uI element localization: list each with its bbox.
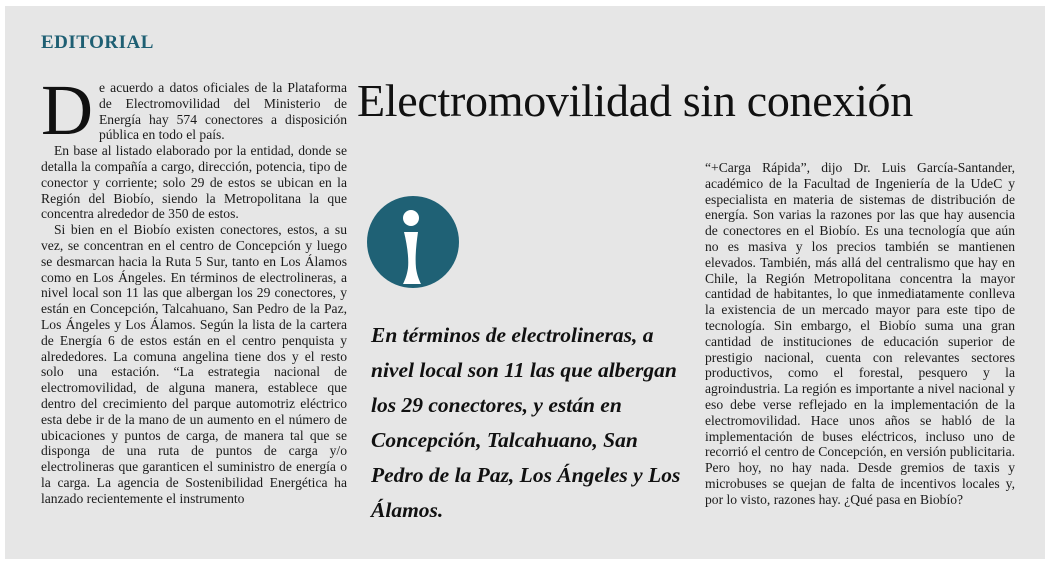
left-paragraph-3: Si bien en el Biobío existen conectores, estos, a su vez, se concentran en el centro de Concepción y luego se desmarcan hacia la Ruta 5 Sur, tanto en Los Álamos como en Los Ángeles. En términos de electrolineras, a nivel local son 11 las que albergan los 29 conectores, y están en Concepción, Talcahuano, San Pedro de la Paz, Los Ángeles y Los Álamos. Según la lista de la cartera de Energía 6 de estos están en el centro penquista y alrededores. La comuna angelina tiene dos y el resto solo una estación. “La estrategia nacional de electromovilidad, de alguna manera, establece que dentro del crecimiento del parque automotriz eléctrico esta debe ir de la mano de un aumento en el número de ubicaciones y puntos de carga, de manera tal que se disponga de una ruta de puntos de carga y/o electrolineras que garanticen el suministro de energía o la carga. La agencia de Sostenibilidad Energética ha lanzado recientemente el instrumento xyxy=(41,222,347,506)
pull-quote: En términos de electrolineras, a nivel local son 11 las que albergan los 29 conectores, y están en Concepción, Talcahuano, San Pedro de la Paz, Los Ángeles y Los Álamos. xyxy=(371,323,681,522)
right-column xyxy=(705,160,1015,508)
left-paragraph-2: En base al listado elaborado por la entidad, donde se detalla la compañía a cargo, dirección, potencia, tipo de conector y corriente; solo 29 de estos se ubican en la Región del Biobío, siendo la Metropolitana la que concentra alrededor de 350 de estos. xyxy=(41,143,347,222)
right-paragraph-1: “+Carga Rápida”, dijo Dr. Luis García-Santander, académico de la Facultad de Ingeniería de la UdeC y especialista en materia de sistemas de distribución de energía. Son varias la razones por las que hay ausencia de conectores en el Biobío. Es una tecnología que aún no es masiva y los precios también se mantienen elevados. También, más allá del centralismo que hay en Chile, la Región Metropolitana concentra la mayor cantidad de habitantes, lo que inmediatamente conlleva la existencia de un mercado mayor para este tipo de tecnología. Sin embargo, el Biobío suma una gran cantidad de instituciones de educación superior de prestigio nacional, cuenta con relevantes sectores productivos, como el forestal, pesquero y la agroindustria. La región es importante a nivel nacional y eso debe verse reflejado en la implementación de la electromovilidad. Hace unos años se habló de la implementación de buses eléctricos, incluso uno de recorrió el centro de Concepción, en versión publicitaria. Pero hoy, no hay nada. Desde gremios de taxis y microbuses se quejan de falta de incentivos locales y, por lo visto, razones hay. ¿Qué pasa en Biobío? xyxy=(705,160,1015,507)
editorial-page xyxy=(5,6,1045,559)
headline: Electromovilidad sin conexión xyxy=(357,75,913,126)
section-label: EDITORIAL xyxy=(41,32,154,53)
drop-cap: D xyxy=(41,70,93,150)
left-paragraph-1-text: e acuerdo a datos oficiales de la Plataforma de Electromovilidad del Ministerio de Energía hay 574 conectores a disposición pública en todo el país. xyxy=(99,80,347,143)
info-icon xyxy=(367,196,459,288)
left-column xyxy=(41,70,347,507)
left-paragraph-1 xyxy=(41,70,347,150)
